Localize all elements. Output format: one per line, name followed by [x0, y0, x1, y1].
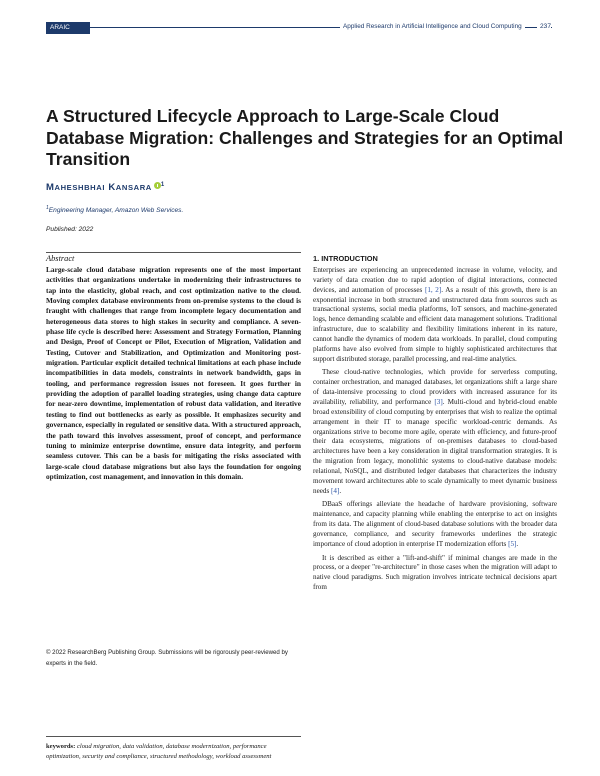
affiliation-text: Engineering Manager, Amazon Web Services.	[48, 207, 184, 215]
intro-p2-text-b: . Multi-cloud and hybrid-cloud enable broad extensibility of cloud computing by enterprises that wish to realize the optimal arrangement in their IT to manage specific workload-centric demands. As organizations strive to become more agile, operate with efficiency, and future-proof their data ecosystems, migrations of on-premises databases to cloud-based architectures have been a key consideration in digital transformation strategies. It is the migration from legacy, monolithic systems to cloud-native database models: relational, NoSQL, and distributed ledger databases that characterizes the industry movement toward architectures able to scale dynamically to meet dynamic business needs	[313, 397, 557, 495]
citation-link[interactable]: [5]	[508, 539, 517, 548]
copyright-notice: © 2022 ResearchBerg Publishing Group. Submissions will be rigorously peer-reviewed by experts in the field.	[46, 649, 288, 667]
affiliation	[46, 205, 183, 214]
intro-p4-text-a: It is described as either a "lift-and-shift" if minimal changes are made in the process, or a deeper "re-architecture" in those cases when the migration will adapt to native cloud paradigms. Such migration involves intricate technical decisions apart from	[313, 553, 557, 592]
abstract-text: Large-scale cloud database migration represents one of the most important activities that organizations undertake in modernizing their infrastructures to tap into the elasticity, global reach, and cost optimization native to the cloud. Moving complex database environments from on-premise systems to the cloud is fraught with challenges that range from incomplete legacy documentation and heterogeneous data stores to high stakes in security and compliance. A seven-phase life cycle is described here: Assessment and Strategy Formation, Planning and Design, Proof of Concept or Pilot, Execution of Migration, Validation and Testing, Cutover and Stabilization, and Optimization and Monitoring post-migration. Particular explicit detailed technical limitations at each phase include incompatibilities in data models, constraints in network bandwidth, gaps in tooling, and performance regression issues not foreseen. It goes further in providing the adoption of parallel loading strategies, using change data capture for near-zero downtime, implementation of robust data validation, and iterative testing to find out bottlenecks as early as possible. It emphasizes security and governance, especially in regulated or sensitive data. With a structured approach, the path toward this involves assessment, proof of concept, and performance tuning to minimize enterprise downtime, ensure data integrity, and perform seamless cutover. This can be a basis for mitigating the risks associated with large-scale cloud database migrations but also lays the foundation for ongoing optimization, cost management, and innovation in this domain.	[46, 265, 301, 481]
journal-name: Applied Research in Artificial Intelligence and Cloud Computing	[340, 23, 525, 30]
page-number: 237	[537, 23, 551, 30]
paper-title: A Structured Lifecycle Approach to Large-Scale Cloud Database Migration: Challenges and Strategies for an Optimal Transition	[46, 106, 564, 169]
section-heading-introduction: 1. INTRODUCTION	[313, 254, 378, 263]
intro-paragraph-1	[313, 266, 557, 364]
author-last-initial: K	[108, 182, 116, 194]
author-first-initial: M	[46, 182, 55, 194]
journal-abbreviation: ARAIC	[46, 22, 90, 34]
introduction-body	[313, 266, 557, 597]
intro-p1-text-a: Enterprises are experiencing an unprecedented increase in volume, velocity, and variety of data creation due to rapid adoption of digital interactions, connected devices, and automation of processes	[313, 266, 557, 294]
author-last-rest: ANSARA	[115, 183, 152, 193]
keywords-rule	[46, 736, 301, 737]
author-first-rest: AHESHBHAI	[54, 183, 106, 193]
citation-link[interactable]: [4]	[331, 486, 340, 495]
orcid-icon[interactable]	[154, 182, 161, 189]
published-date: Published: 2022	[46, 226, 94, 233]
intro-p1-text-b: . As a result of this growth, there is an exponential increase in both structured and unstructured data from sources such as transactional systems, social media platforms, IoT sensors, and machine-generated logs, hence demanding scalable and efficient data management solutions. Traditional infrastructure, due to scalability and flexibility limitations inherent in its nature, cannot handle the dynamics of modern data workloads. In parallel, cloud computing platforms have also evolved from simple to highly sophisticated architectures that support distributed storage, parallel processing, and real-time analytics.	[313, 285, 558, 363]
keywords	[46, 742, 301, 761]
intro-paragraph-3	[313, 500, 557, 549]
intro-paragraph-2	[313, 368, 557, 496]
keywords-label: keywords:	[46, 743, 76, 750]
intro-paragraph-4	[313, 554, 557, 593]
citation-link[interactable]: [1, 2]	[424, 285, 442, 294]
intro-p3-text-b: .	[516, 539, 519, 548]
abstract-top-rule	[46, 252, 301, 253]
abstract-heading: Abstract	[46, 254, 75, 263]
affiliation-mark: 1	[46, 205, 49, 211]
keywords-list: cloud migration, data validation, database modernization, performance optimization, security and compliance, structured methodology, workload assessment	[46, 743, 272, 760]
intro-p3-text-a: DBaaS offerings alleviate the headache of hardware provisioning, software maintenance, and capacity planning while enabling the enterprise to act on insights from its data. The alignment of cloud-based database solutions with the broader data governance, compliance, and security frameworks underlines the strategic importance of cloud adoption in enterprise IT modernization efforts	[313, 500, 557, 548]
intro-p2-text-a: These cloud-native technologies, which provide for serverless computing, container orchestration, and managed databases, let organizations shift a large share of data-intensive processing to cloud providers with increased assurance for its availability, reliability, and performance	[313, 368, 557, 406]
author-name	[46, 182, 165, 193]
author-affiliation-mark: 1	[160, 182, 165, 188]
citation-link[interactable]: [3]	[434, 397, 443, 406]
intro-p2-text-c: .	[339, 486, 342, 495]
